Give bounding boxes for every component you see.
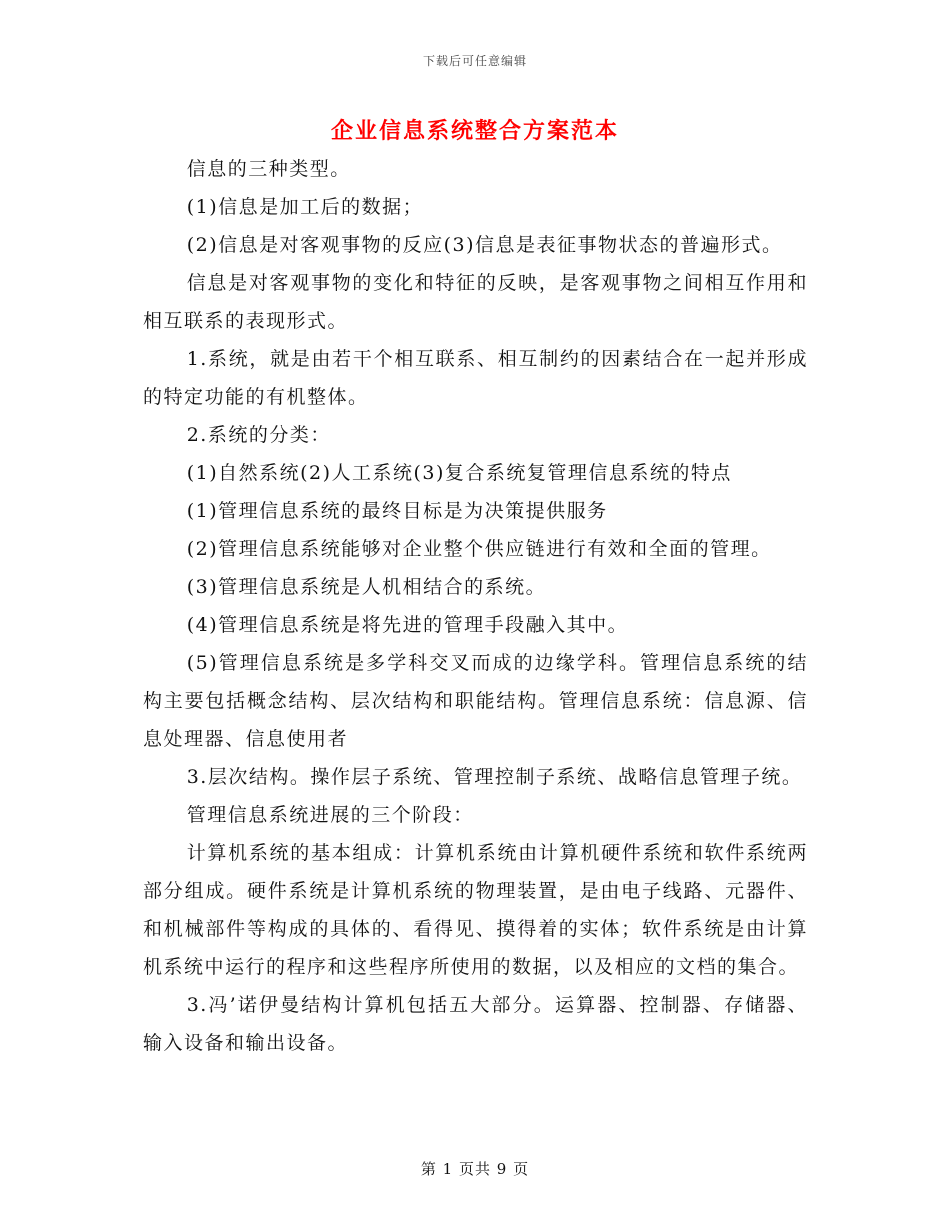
paragraph: (2)管理信息系统能够对企业整个供应链进行有效和全面的管理。 [186, 538, 772, 560]
paragraph: (3)管理信息系统是人机相结合的系统。 [186, 576, 547, 598]
paragraph: (2)信息是对客观事物的反应(3)信息是表征事物状态的普遍形式。 [186, 234, 783, 256]
paragraph: (5)管理信息系统是多学科交叉而成的边缘学科。管理信息系统的结构主要包括概念结构、层次结构和职能结构。管理信息系统：信息源、信息处理器、信息使用者 [143, 652, 808, 750]
paragraph: (1)管理信息系统的最终目标是为决策提供服务 [186, 500, 608, 522]
paragraph: (1)自然系统(2)人工系统(3)复合系统复管理信息系统的特点 [186, 462, 732, 484]
paragraph: 3.冯’诺伊曼结构计算机包括五大部分。运算器、控制器、存储器、输入设备和输出设备。 [143, 994, 808, 1054]
paragraph: (1)信息是加工后的数据； [186, 196, 424, 218]
paragraph: (4)管理信息系统是将先进的管理手段融入其中。 [186, 614, 629, 636]
paragraph: 1.系统，就是由若干个相互联系、相互制约的因素结合在一起并形成的特定功能的有机整体。 [143, 348, 808, 408]
paragraph: 管理信息系统进展的三个阶段： [186, 804, 474, 826]
page-header: 下载后可任意编辑 [422, 54, 527, 68]
paragraph: 2.系统的分类： [186, 424, 331, 446]
document-title: 企业信息系统整合方案范本 [330, 118, 619, 144]
page-footer: 第 1 页共 9 页 [420, 1160, 530, 1178]
document-body [143, 150, 808, 1062]
paragraph: 计算机系统的基本组成：计算机系统由计算机硬件系统和软件系统两部分组成。硬件系统是计算机系统的物理装置，是由电子线路、元器件、和机械部件等构成的具体的、看得见、摸得着的实体；软件系统是由计算机系统中运行的程序和这些程序所使用的数据，以及相应的文档的集合。 [143, 842, 808, 978]
paragraph: 信息的三种类型。 [186, 158, 351, 180]
paragraph: 信息是对客观事物的变化和特征的反映，是客观事物之间相互作用和相互联系的表现形式。 [143, 272, 808, 332]
paragraph: 3.层次结构。操作层子系统、管理控制子系统、战略信息管理子统。 [186, 766, 803, 788]
